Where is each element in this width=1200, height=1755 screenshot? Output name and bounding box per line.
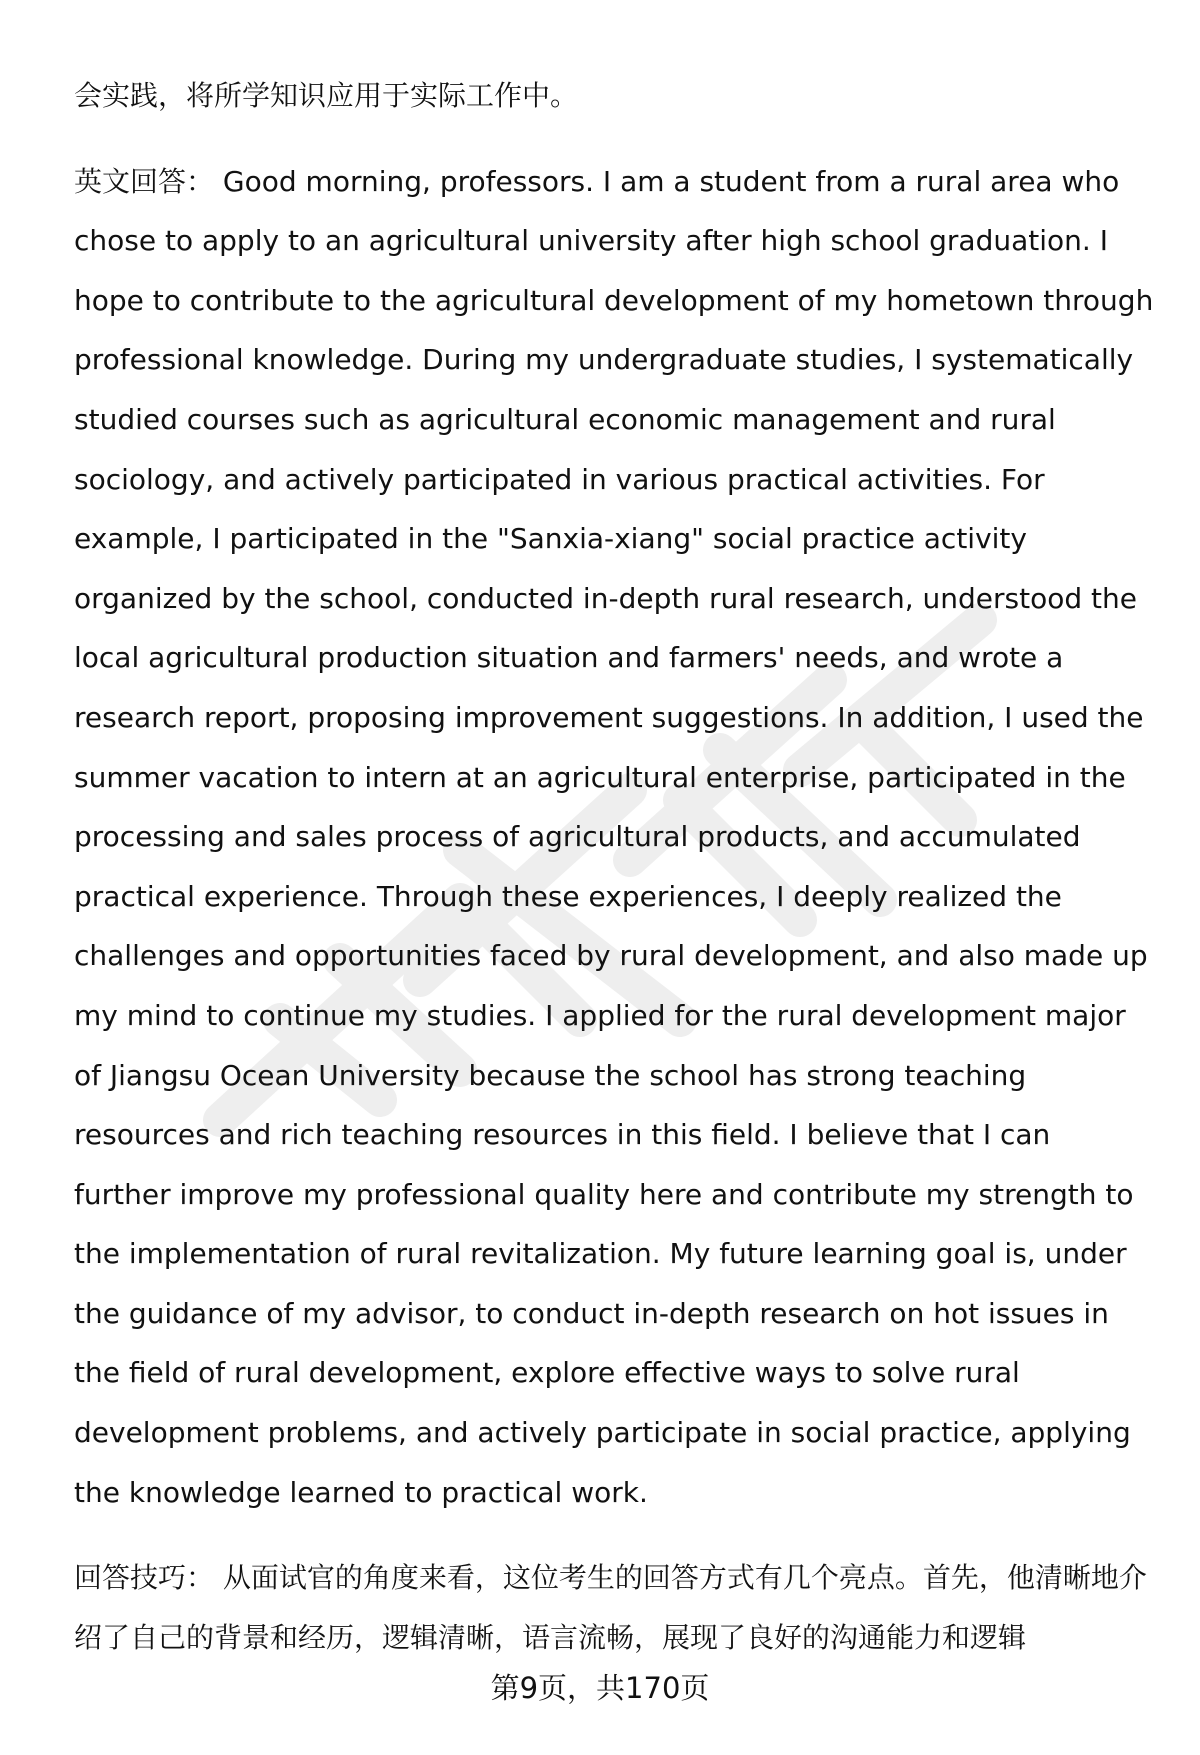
answer-tips-text: 从面试官的角度来看，这位考生的回答方式有几个亮点。首先，他清晰地介绍了自己的背景和经历，逻辑清晰，语言流畅，展现了良好的沟通能力和逻辑 <box>74 1561 1147 1654</box>
answer-tips-label: 回答技巧： <box>74 1561 215 1595</box>
document-body <box>74 66 1154 1667</box>
page-indicator: 第9页，共170页 <box>490 1671 710 1705</box>
intro-paragraph: 会实践，将所学知识应用于实际工作中。 <box>74 79 579 112</box>
answer-tips-paragraph <box>74 1548 1154 1667</box>
english-answer-paragraph <box>74 152 1154 1523</box>
english-answer-label: 英文回答： <box>74 164 215 198</box>
english-answer-text: Good morning, professors. I am a student from a rural area who chose to apply to an agricultural university after high school graduation. I hope to contribute to the agricultural development of my hometown through professional knowledge. During my undergraduate studies, I systematically studied courses such as agricultural economic management and rural sociology, and actively participated in various practical activities. For example, I participated in the "Sanxia-xiang" social practice activity organized by the school, conducted in-depth rural research, understood the local agricultural production situation and farmers' needs, and wrote a research report, proposing improvement suggestions. In addition, I used the summer vacation to intern at an agricultural enterprise, participated in the processing and sales process of agricultural products, and accumulated practical experience. Through these experiences, I deeply realized the challenges and opportunities faced by rural development, and also made up my mind to continue my studies. I applied for the rural development major of Jiangsu Ocean University because the school has strong teaching resources and rich teaching resources in this field. I believe that I can further improve my professional quality here and contribute my strength to the implementation of rural revitalization. My future learning goal is, under the guidance of my advisor, to conduct in-depth research on hot issues in the field of rural development, explore effective ways to solve rural development problems, and actively participate in social practice, applying the knowledge learned to practical work. <box>74 164 1154 1509</box>
